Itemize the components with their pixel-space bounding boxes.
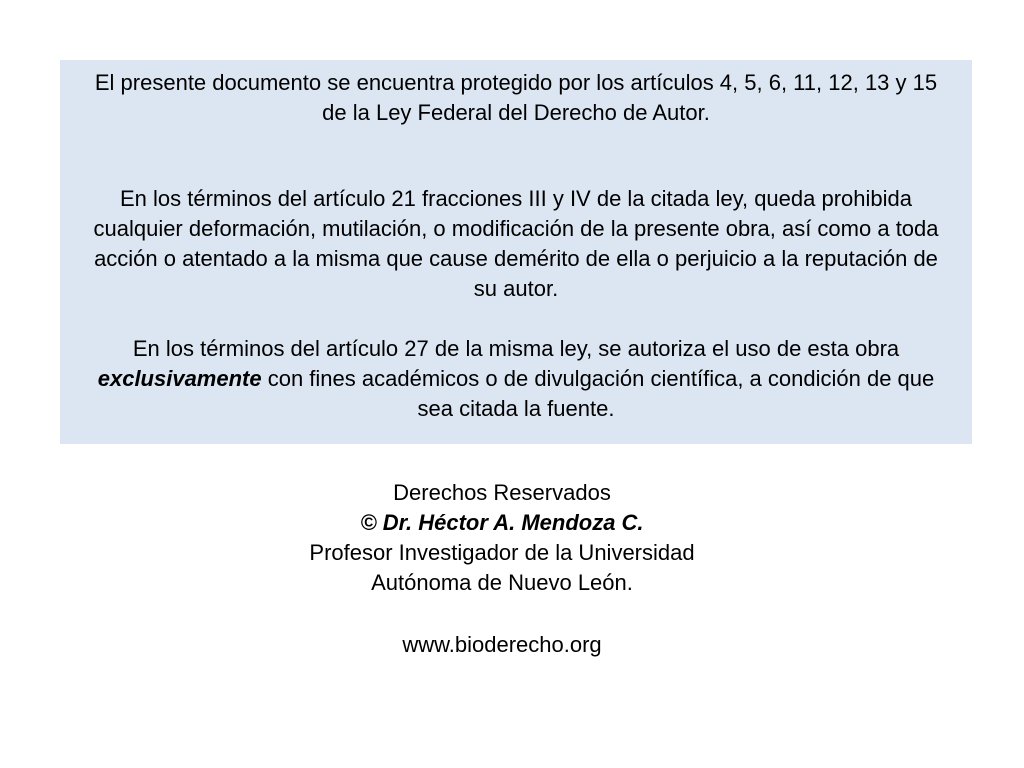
- author-position-line2: Autónoma de Nuevo León.: [371, 570, 633, 595]
- authorization-paragraph: [82, 334, 950, 424]
- spacer: [0, 598, 1024, 630]
- copyright-notice-box: [60, 60, 972, 444]
- authorization-text-end: con fines académicos o de divulgación científica, a condición de que sea citada la fuente.: [261, 366, 935, 421]
- authorization-text-start: En los términos del artículo 27 de la misma ley, se autoriza el uso de esta obra: [132, 336, 900, 361]
- author-position-line1: Profesor Investigador de la Universidad: [309, 540, 695, 565]
- prohibition-paragraph: En los términos del artículo 21 fracciones III y IV de la citada ley, queda prohibida cualquier deformación, mutilación, o modificación de la presente obra, así como a toda acción o atentado a la misma que cause demérito de ella o perjuicio a la reputación de su autor.: [93, 186, 939, 301]
- credits-block: [0, 478, 1024, 660]
- author-name: © Dr. Héctor A. Mendoza C.: [360, 510, 644, 535]
- exclusively-emphasis: exclusivamente: [97, 366, 262, 391]
- protection-paragraph: El presente documento se encuentra protegido por los artículos 4, 5, 6, 11, 12, 13 y 15 de la Ley Federal del Derecho de Autor.: [94, 70, 938, 125]
- rights-reserved: Derechos Reservados: [393, 480, 611, 505]
- website-link[interactable]: www.bioderecho.org: [402, 632, 602, 657]
